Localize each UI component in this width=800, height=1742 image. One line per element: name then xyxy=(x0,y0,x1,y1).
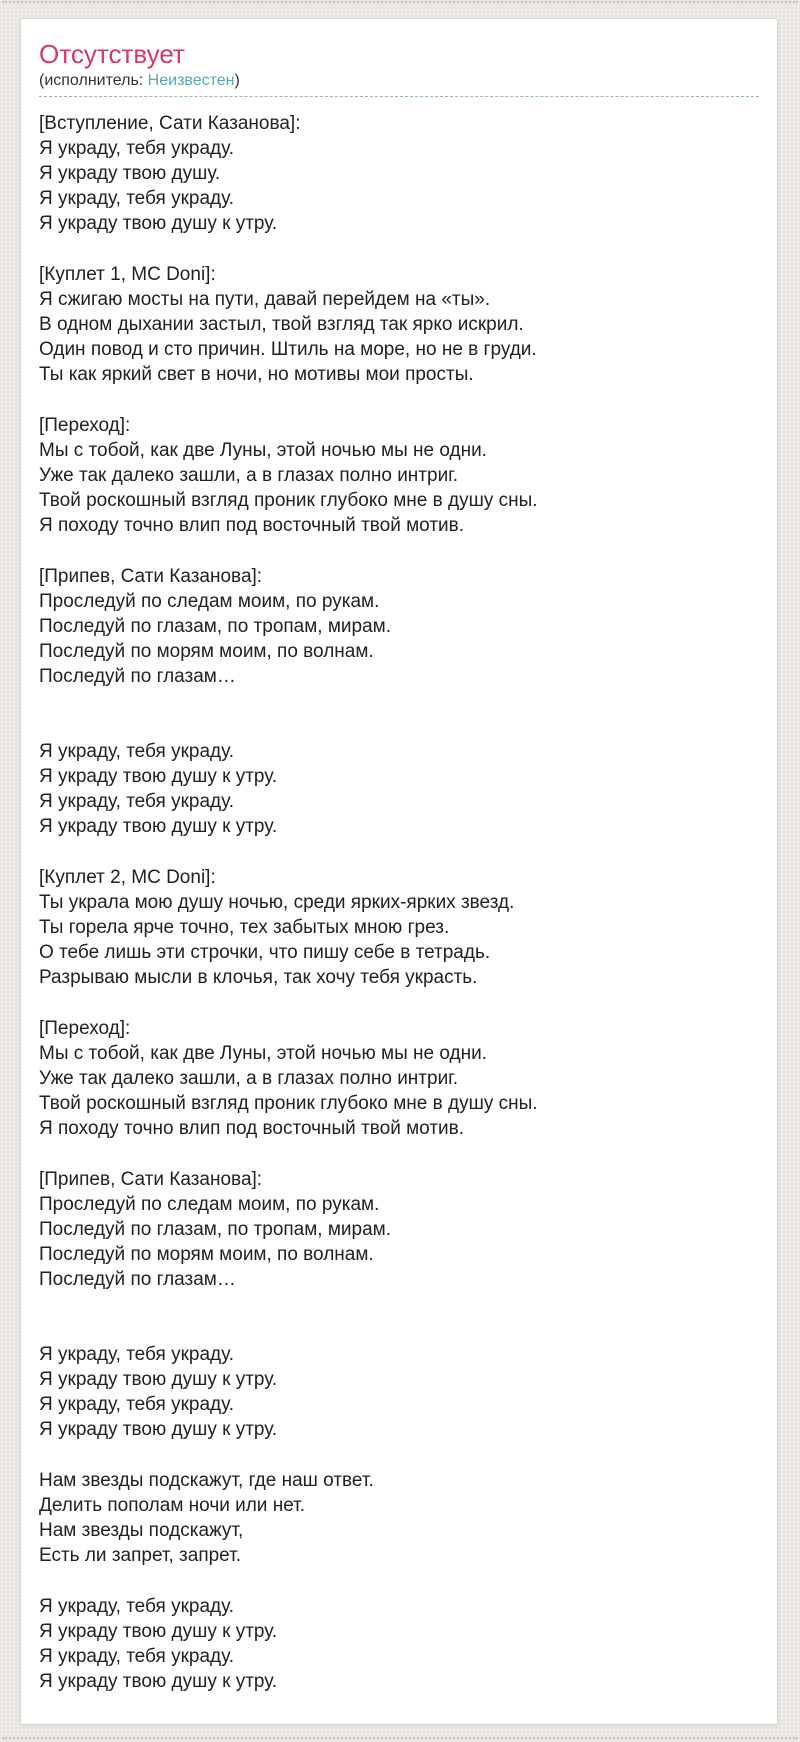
lyrics-stanza: Нам звезды подскажут, где наш ответ. Делить пополам ночи или нет. Нам звезды подскажут, Есть ли запрет, запрет. xyxy=(39,1470,374,1566)
lyrics-stanza: [Переход]: Мы с тобой, как две Луны, этой ночью мы не одни. Уже так далеко зашли, а в глазах полно интриг. Твой роскошный взгляд проник глубоко мне в душу сны. Я походу точно влип под восточный твой мотив. xyxy=(39,1018,538,1139)
lyrics-stanza: [Куплет 1, MC Doni]: Я сжигаю мосты на пути, давай перейдем на «ты». В одном дыхании застыл, твой взгляд так ярко искрил. Один повод и сто причин. Штиль на море, но не в груди. Ты как яркий свет в ночи, но мотивы мои просты. xyxy=(39,264,537,385)
artist-line xyxy=(39,71,759,90)
lyrics-text xyxy=(39,111,759,1694)
artist-label-suffix: ) xyxy=(234,72,240,89)
page-top-dotted-border xyxy=(2,1,798,3)
lyrics-card xyxy=(20,18,778,1725)
lyrics-stanza: [Вступление, Сати Казанова]: Я украду, тебя украду. Я украду твою душу. Я украду, тебя украду. Я украду твою душу к утру. xyxy=(39,113,301,234)
song-header xyxy=(39,39,759,97)
song-title: Отсутствует xyxy=(39,39,185,69)
page-bottom-dotted-border xyxy=(2,1737,798,1739)
lyrics-stanza: [Припев, Сати Казанова]: Проследуй по следам моим, по рукам. Последуй по глазам, по тропам, мирам. Последуй по морям моим, по волнам. Последуй по глазам… xyxy=(39,566,392,687)
lyrics-stanza: Я украду, тебя украду. Я украду твою душу к утру. Я украду, тебя украду. Я украду твою душу к утру. xyxy=(39,1344,278,1440)
lyrics-stanza: Я украду, тебя украду. Я украду твою душу к утру. Я украду, тебя украду. Я украду твою душу к утру. xyxy=(39,1596,278,1692)
artist-label: (исполнитель: xyxy=(39,72,148,89)
lyrics-stanza: [Куплет 2, MC Doni]: Ты украла мою душу ночью, среди ярких-ярких звезд. Ты горела ярче точно, тех забытых мною грез. О тебе лишь эти строчки, что пишу себе в тетрадь. Разрываю мысли в клочья, так хочу тебя украсть. xyxy=(39,867,515,988)
lyrics-stanza: [Припев, Сати Казанова]: Проследуй по следам моим, по рукам. Последуй по глазам, по тропам, мирам. Последуй по морям моим, по волнам. Последуй по глазам… xyxy=(39,1169,392,1290)
artist-link[interactable]: Неизвестен xyxy=(147,72,235,89)
lyrics-stanza: Я украду, тебя украду. Я украду твою душу к утру. Я украду, тебя украду. Я украду твою душу к утру. xyxy=(39,741,278,837)
lyrics-stanza: [Переход]: Мы с тобой, как две Луны, этой ночью мы не одни. Уже так далеко зашли, а в глазах полно интриг. Твой роскошный взгляд проник глубоко мне в душу сны. Я походу точно влип под восточный твой мотив. xyxy=(39,415,538,536)
